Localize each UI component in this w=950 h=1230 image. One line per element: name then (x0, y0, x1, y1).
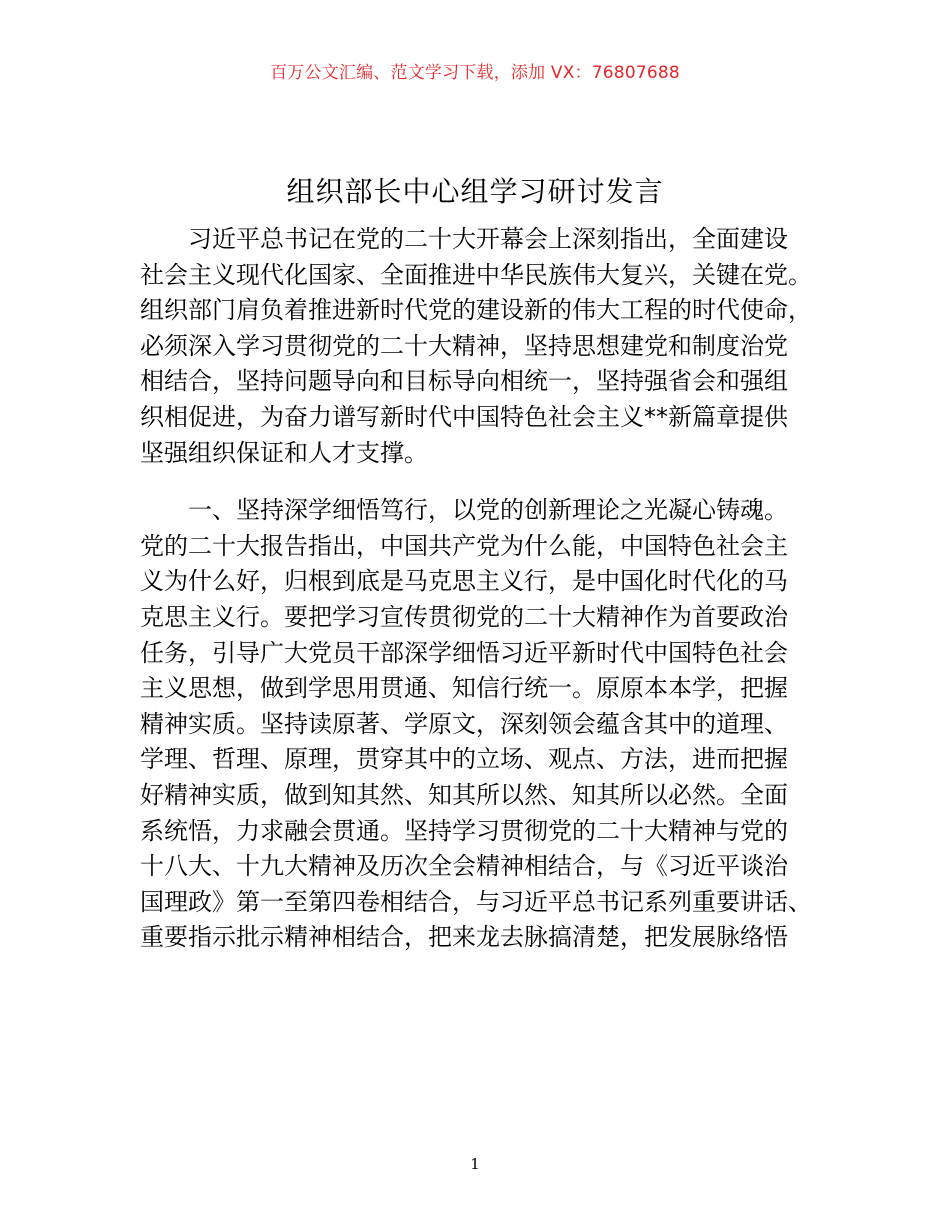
page-number: 1 (470, 1155, 480, 1173)
paragraph-intro (140, 222, 820, 471)
text-line: 党的二十大报告指出，中国共产党为什么能，中国特色社会主 (140, 531, 788, 560)
text-line: 织相促进，为奋力谱写新时代中国特色社会主义**新篇章提供 (140, 402, 788, 431)
text-line: 国理政》第一至第四卷相结合，与习近平总书记系列重要讲话、 (140, 887, 812, 916)
text-line: 十八大、十九大精神及历次全会精神相结合，与《习近平谈治 (140, 852, 788, 881)
document-title: 组织部长中心组学习研讨发言 (286, 175, 664, 208)
text-line: 精神实质。坚持读原著、学原文，深刻领会蕴含其中的道理、 (140, 709, 788, 738)
document-body (140, 222, 820, 956)
paragraph-spacer (140, 471, 820, 493)
text-line: 习近平总书记在党的二十大开幕会上深刻指出，全面建设 (188, 225, 788, 253)
text-line: 坚强组织保证和人才支撑。 (140, 438, 428, 467)
header-watermark-note: 百万公文汇编、范文学习下载，添加 VX：76807688 (270, 63, 680, 83)
text-line: 相结合，坚持问题导向和目标导向相统一，坚持强省会和强组 (140, 367, 788, 396)
text-line: 必须深入学习贯彻党的二十大精神，坚持思想建党和制度治党 (140, 331, 788, 360)
text-line: 学理、哲理、原理，贯穿其中的立场、观点、方法，进而把握 (140, 745, 788, 774)
text-line: 义为什么好，归根到底是马克思主义行，是中国化时代化的马 (140, 567, 788, 596)
text-line: 主义思想，做到学思用贯通、知信行统一。原原本本学，把握 (140, 674, 788, 703)
text-line: 组织部门肩负着推进新时代党的建设新的伟大工程的时代使命， (140, 296, 812, 325)
paragraph-section-one (140, 493, 820, 956)
text-line: 克思主义行。要把学习宣传贯彻党的二十大精神作为首要政治 (140, 602, 788, 631)
text-line: 重要指示批示精神相结合，把来龙去脉搞清楚，把发展脉络悟 (140, 923, 788, 952)
text-line: 任务，引导广大党员干部深学细悟习近平新时代中国特色社会 (140, 638, 788, 667)
text-line: 系统悟，力求融会贯通。坚持学习贯彻党的二十大精神与党的 (140, 816, 788, 845)
text-line: 好精神实质，做到知其然、知其所以然、知其所以必然。全面 (140, 780, 788, 809)
text-line: 社会主义现代化国家、全面推进中华民族伟大复兴，关键在党。 (140, 260, 812, 289)
section-heading-line: 一、坚持深学细悟笃行，以党的创新理论之光凝心铸魂。 (188, 496, 788, 525)
